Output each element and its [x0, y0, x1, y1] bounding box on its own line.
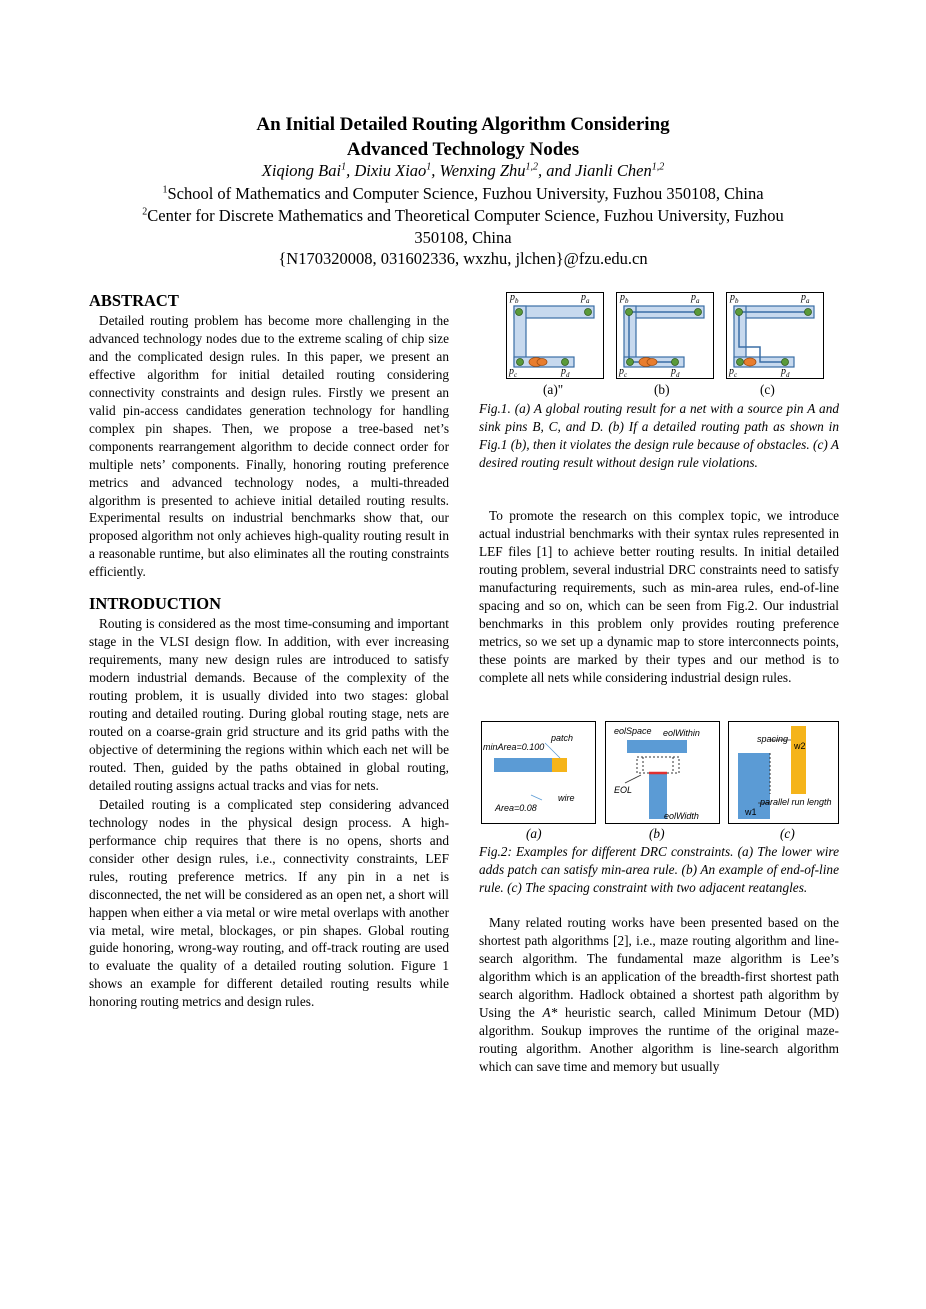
fig1-panel-c	[727, 293, 824, 379]
author-1-affil: 1	[341, 161, 347, 173]
fig2a-wire-rect	[494, 758, 552, 772]
paper-title-line1: An Initial Detailed Routing Algorithm Considering	[256, 114, 670, 135]
fig1c-obstacle-1	[744, 358, 756, 366]
right-paragraph-2	[479, 914, 839, 1076]
fig1a-pin-d	[562, 359, 569, 366]
fig1b-label-pc: $p_c$	[619, 366, 628, 379]
author-list	[0, 161, 926, 181]
fig1b-label-pb: $p_b$	[620, 292, 629, 305]
fig1c-label-pa: $p_a$	[801, 292, 810, 305]
fig1a-label-pb: $p_b$	[510, 292, 519, 305]
author-3-affil: 1,2	[525, 161, 539, 173]
email-list: {N170320008, 031602336, wxzhu, jlchen}@fzu.edu.cn	[278, 249, 648, 268]
fig2c-spacing-label: spacing	[757, 734, 789, 744]
fig2a-wire-label: wire	[558, 793, 575, 803]
fig1-sublabel-a: (a)"	[543, 382, 564, 397]
author-2: , Dixiu Xiao	[346, 161, 427, 180]
fig1b-label-pd: $p_d$	[671, 366, 680, 379]
fig1b-pin-c	[627, 359, 634, 366]
fig2b-eol-within-label: eolWithin	[663, 728, 700, 738]
fig1a-label-pc: $p_c$	[509, 366, 518, 379]
fig2c-w2-label: w2	[794, 741, 806, 751]
right-paragraph-2-part-a: Many related routing works have been presented based on the shortest path algorithms [2], i.e., maze routing algorithm and line-search algorithm. The fundamental maze algorithm is Lee’s algorithm which is an application of the breadth-first shortest path search algorithm. Hadlock obtained a shortest path algorithm by Using the	[479, 915, 839, 1020]
intro-paragraph-2: Detailed routing is a complicated step considering advanced technology nodes in the physical design process. A high-performance chip requires that there is no opens, shorts and consider other design rules, i.e., connectivity constraints, LEF rules, routing preference metrics. If any pin in a net is disconnected, the net will be considered as an open net, a short will happen when either a via metal or wire metal overlaps with another via metal, wire metal, blockages, or pin shapes. Global routing guide honoring, wrong-way routing, and off-track routing are used to evaluate the quality of a detailed routing solution. Figure 1 shows an example for different detailed routing results while honoring routing metrics and design rules.	[89, 796, 449, 1010]
fig1b-pin-a	[695, 309, 702, 316]
affiliation-2	[0, 205, 926, 226]
affiliation-2-number: 2	[142, 206, 148, 218]
figure-1	[506, 292, 840, 380]
right-paragraph-2-wrap	[479, 914, 839, 1076]
left-column	[89, 290, 449, 1011]
abstract-heading: ABSTRACT	[89, 291, 179, 310]
intro-paragraph-1: Routing is considered as the most time-consuming and important stage in the VLSI design flow. In addition, with ever increasing requirements, many new design rules are introduced to satisfy modern industrial demands. Because of the complexity of the routing problem, it is usually divided into two stages: global routing and detailed routing. During global routing stage, nets are routed on a coarse-grain grid structure and its grid paths with the objective of determining the regions within which each net will be routed. Then, guided by the paths obtained in global routing, detailed routing assigns actual tracks and vias for nets.	[89, 616, 449, 793]
fig1b-pin-b	[626, 309, 633, 316]
fig2c-right-rect	[791, 726, 806, 794]
affiliation-2-text: Center for Discrete Mathematics and Theoretical Computer Science, Fuzhou University, Fuzhou	[147, 206, 784, 225]
right-paragraph-1: To promote the research on this complex topic, we introduce actual industrial benchmarks with their syntax rules represented in LEF files [1] to achieve better routing results. In initial detailed routing problem, several industrial DRC constraints need to satisfy manufacturing requirements, such as min-area rules, end-of-line spacing and so on, which can be seen from Fig.2. Our industrial benchmarks in this problem only provides routing preference metrics, so we set up a dynamic map to store interconnects points, these points are marked by their types and our method is to complete all nets while considering industrial design rules.	[479, 508, 839, 685]
fig2c-parallel-label: parallel run length	[760, 797, 832, 807]
fig1a-label-pd: $p_d$	[561, 366, 570, 379]
affiliation-1-number: 1	[162, 184, 168, 196]
fig1b-obstacle-2	[647, 359, 657, 366]
fig1-sublabel-c: (c)	[760, 382, 775, 397]
fig2b-eol-width-label: eolWidth	[664, 811, 699, 821]
astar-symbol: A*	[542, 1004, 558, 1020]
author-2-affil: 1	[426, 161, 432, 173]
abstract-text: Detailed routing problem has become more challenging in the advanced technology nodes due to the extreme scaling of chip size and the complicated design rules. In this paper, we present an effective algorithm for initial detailed routing considering connectivity constraints and design rules. Firstly we present an valid pin-access candidates generation technology for handling complex pin shapes. Then, we propose a tree-based net’s components rearrangement algorithm to decide connect order for multiple nets’ components. Finally, honoring routing preference metrics and advanced technology nodes, a multi-threaded algorithm is presented to achieve initial detailed routing results. Experimental results on industrial benchmarks show that, our proposed algorithm not only achieves high-quality routing result in a reasonable runtime, but also eliminates all the routing constraints efficiently.	[89, 313, 449, 580]
fig2-sublabel-a: (a)	[526, 826, 542, 841]
fig1a-label-pa: $p_a$	[581, 292, 590, 305]
fig1a-pin-b	[516, 309, 523, 316]
fig1-panel-b	[617, 293, 714, 379]
introduction-heading: INTRODUCTION	[89, 594, 222, 614]
fig2b-eol-space-label: eolSpace	[614, 726, 652, 736]
figure-1-caption: Fig.1. (a) A global routing result for a net with a source pin A and sink pins B, C, and D. (b) If a detailed routing path as shown in Fig.1 (b), then it violates the design rule because of obstacles. (c) A desired routing result without design rule violations.	[479, 401, 839, 470]
right-paragraph-1-wrap	[479, 507, 839, 687]
fig1b-pin-d	[672, 359, 679, 366]
fig2-sublabel-b: (b)	[649, 826, 665, 841]
affiliation-1	[0, 183, 926, 204]
author-4-affil: 1,2	[651, 161, 665, 173]
fig2b-eol-label: EOL	[614, 785, 633, 795]
right-paragraph-2-part-b: heuristic search, called Minimum Detour (MD) algorithm. Soukup improves the runtime of the original maze-routing algorithm. Another algorithm is line-search algorithm which can save time and memory but usually	[479, 1004, 839, 1074]
fig2-sublabel-c: (c)	[780, 826, 795, 841]
fig2a-patch-rect	[552, 758, 567, 772]
fig1a-obstacle-2	[537, 359, 547, 366]
fig1c-label-pc: $p_c$	[729, 366, 738, 379]
fig2c-w1-label: w1	[745, 807, 757, 817]
fig2a-min-area-label: minArea=0.100	[483, 742, 545, 752]
fig1c-pin-b	[736, 309, 743, 316]
fig2a-patch-label: patch	[551, 733, 574, 743]
fig1c-pin-d	[782, 359, 789, 366]
figure-2-caption: Fig.2: Examples for different DRC constraints. (a) The lower wire adds patch can satisfy min-area rule. (b) An example of end-of-line rule. (c) The spacing constraint with two adjacent reatangles.	[479, 844, 839, 895]
author-3: , Wenxing Zhu	[431, 161, 526, 180]
affiliation-2-cont: 350108, China	[414, 228, 512, 247]
author-1: Xiqiong Bai	[261, 161, 342, 180]
figure-2	[481, 721, 839, 825]
author-4: , and Jianli Chen	[538, 161, 652, 180]
fig1-panel-a	[507, 293, 604, 379]
fig1c-pin-a	[805, 309, 812, 316]
affiliation-1-text: School of Mathematics and Computer Science, Fuzhou University, Fuzhou 350108, China	[167, 184, 764, 203]
paper-title-line2: Advanced Technology Nodes	[346, 139, 580, 160]
fig1c-label-pd: $p_d$	[781, 366, 790, 379]
fig1a-pin-a	[585, 309, 592, 316]
fig2b-top-rect	[627, 740, 687, 753]
fig1b-label-pa: $p_a$	[691, 292, 700, 305]
fig1a-pin-c	[517, 359, 524, 366]
fig1-sublabel-b: (b)	[654, 382, 670, 397]
fig1c-label-pb: $p_b$	[730, 292, 739, 305]
fig1c-pin-c	[737, 359, 744, 366]
fig2a-area-label: Area=0.08	[495, 803, 537, 813]
